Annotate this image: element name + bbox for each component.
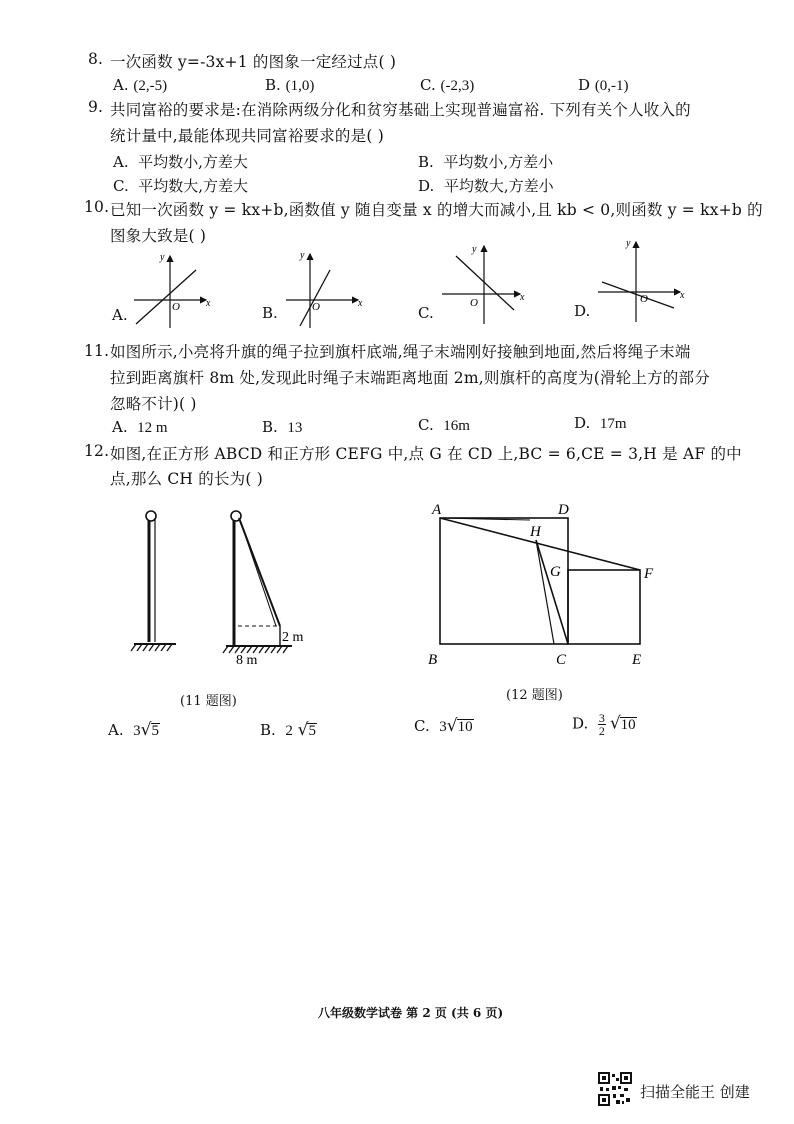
figure-12 bbox=[426, 496, 666, 674]
q12-option-d: D. $\frac{3}{2}$ √10 bbox=[572, 711, 636, 738]
question-11-stem-line1: 如图所示,小亮将升旗的绳子拉到旗杆底端,绳子末端刚好接触到地面,然后将绳子末端 bbox=[110, 343, 691, 361]
question-10-number: 10. bbox=[84, 198, 110, 216]
q12-option-b: B. 2 √5 bbox=[260, 720, 316, 740]
q11-option-b: B. 13 bbox=[262, 418, 303, 436]
question-11-stem-line3: 忽略不计)( ) bbox=[110, 395, 197, 413]
origin-label: O bbox=[470, 297, 478, 309]
question-12-stem-line1: 如图,在正方形 ABCD 和正方形 CEFG 中,点 G 在 CD 上,BC = 6,CE = 3,H 是 AF 的中 bbox=[110, 445, 742, 463]
q10-graph-b bbox=[280, 246, 370, 332]
qr-code-icon bbox=[598, 1072, 632, 1106]
ground-hatch bbox=[223, 646, 288, 653]
label-2m: 2 m bbox=[282, 630, 304, 645]
q10-graph-a bbox=[128, 248, 218, 334]
question-10-stem-line1: 已知一次函数 y = kx+b,函数值 y 随自变量 x 的增大而减小,且 kb < 0,则函数 y = kx+b 的 bbox=[110, 201, 763, 219]
scanner-watermark: 扫描全能王 创建 bbox=[640, 1083, 750, 1101]
q8-option-a: A. (2,-5) bbox=[113, 76, 168, 94]
page-footer: 八年级数学试卷 第 2 页 (共 6 页) bbox=[318, 1006, 504, 1020]
q10-option-d-label: D. bbox=[574, 302, 591, 320]
function-line bbox=[300, 270, 330, 326]
question-11-stem-line2: 拉到距离旗杆 8m 处,发现此时绳子末端距离地面 2m,则旗杆的高度为(滑轮上方的部分 bbox=[110, 369, 710, 387]
origin-label: O bbox=[172, 301, 180, 313]
y-label: y bbox=[160, 252, 165, 263]
question-12-stem-line2: 点,那么 CH 的长为( ) bbox=[110, 470, 263, 488]
q9-option-b: B. 平均数小,方差小 bbox=[418, 153, 554, 171]
y-label: y bbox=[300, 250, 305, 261]
point-g: G bbox=[550, 564, 561, 580]
q12-option-a: A. 3√5 bbox=[108, 720, 159, 740]
figure-12-caption: (12 题图) bbox=[506, 688, 563, 703]
q8-option-b: B. (1,0) bbox=[265, 76, 315, 94]
point-f: F bbox=[644, 566, 654, 582]
ground-hatch bbox=[131, 644, 172, 651]
point-a: A bbox=[432, 502, 442, 518]
question-11-number: 11. bbox=[84, 342, 110, 360]
question-9-stem-line2: 统计量中,最能体现共同富裕要求的是( ) bbox=[110, 127, 384, 145]
q10-graph-d bbox=[594, 236, 690, 326]
question-8-number: 8. bbox=[88, 50, 104, 68]
q11-option-a: A. 12 m bbox=[112, 418, 168, 436]
point-h: H bbox=[530, 524, 541, 540]
origin-label: O bbox=[312, 301, 320, 313]
question-9-stem-line1: 共同富裕的要求是:在消除两级分化和贫穷基础上实现普遍富裕. 下列有关个人收入的 bbox=[110, 101, 691, 119]
y-label: y bbox=[472, 244, 477, 255]
q10-option-b-label: B. bbox=[262, 304, 278, 322]
q9-option-d: D. 平均数大,方差小 bbox=[418, 177, 554, 195]
y-label: y bbox=[626, 238, 631, 249]
label-8m: 8 m bbox=[236, 653, 258, 668]
square-cefg bbox=[568, 570, 640, 644]
x-label: x bbox=[358, 298, 363, 309]
q11-option-c: C. 16m bbox=[418, 416, 470, 434]
function-line bbox=[136, 270, 196, 324]
q10-option-c-label: C. bbox=[418, 304, 434, 322]
q12-option-c: C. 3√10 bbox=[414, 716, 473, 736]
point-d: D bbox=[558, 502, 569, 518]
point-c: C bbox=[556, 652, 567, 668]
q10-graph-c bbox=[436, 238, 532, 328]
question-9-number: 9. bbox=[88, 98, 104, 116]
segment-ch bbox=[536, 540, 568, 644]
q9-option-a: A. 平均数小,方差大 bbox=[113, 153, 248, 171]
point-e: E bbox=[632, 652, 642, 668]
origin-label: O bbox=[640, 293, 648, 305]
x-label: x bbox=[206, 298, 211, 309]
q8-option-d: D (0,-1) bbox=[578, 76, 629, 94]
x-label: x bbox=[680, 290, 685, 301]
question-10-stem-line2: 图象大致是( ) bbox=[110, 227, 207, 245]
x-label: x bbox=[520, 292, 525, 303]
q10-option-a-label: A. bbox=[112, 306, 128, 324]
q8-option-c: C. (-2,3) bbox=[420, 76, 475, 94]
function-line bbox=[602, 282, 674, 308]
q11-option-d: D. 17m bbox=[574, 414, 627, 432]
rope-vertical bbox=[240, 520, 276, 626]
figure-11 bbox=[128, 498, 304, 670]
function-line bbox=[456, 256, 514, 310]
figure-11-caption: (11 题图) bbox=[180, 694, 237, 709]
question-12-number: 12. bbox=[84, 442, 110, 460]
point-b: B bbox=[428, 652, 438, 668]
question-8-stem: 一次函数 y=-3x+1 的图象一定经过点( ) bbox=[110, 53, 397, 71]
q9-option-c: C. 平均数大,方差大 bbox=[113, 177, 249, 195]
